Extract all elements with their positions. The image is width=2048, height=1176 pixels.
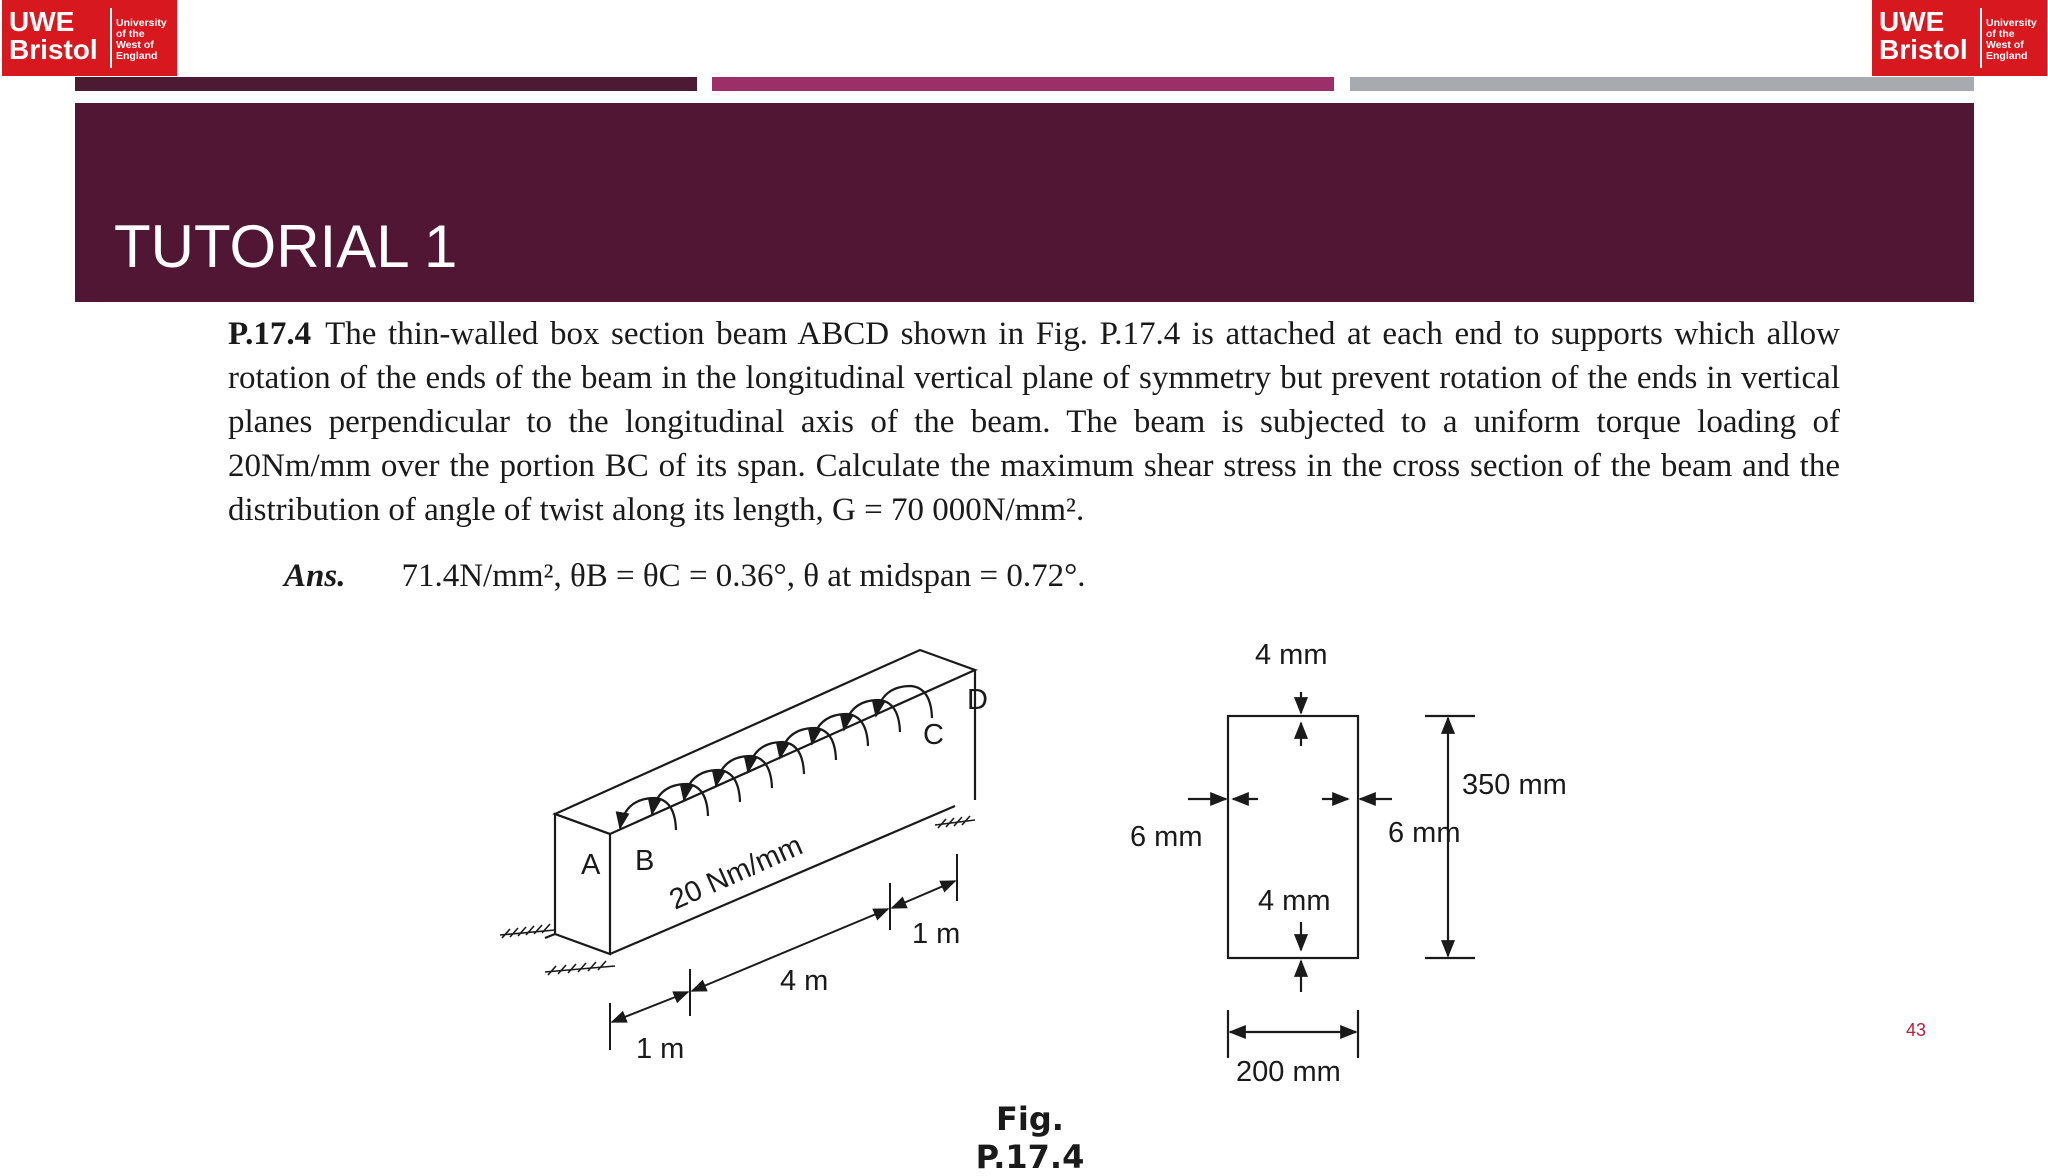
dim-line-ab bbox=[612, 992, 688, 1022]
logo-small-text bbox=[1986, 18, 2037, 62]
logo-line-uwe: UWE bbox=[1879, 6, 1945, 37]
problem-text: The thin-walled box section beam ABCD shown in Fig. P.17.4 is attached at each end to supports which allow rotation of the ends of the beam in the longitudinal vertical plane of symmetry but prevent rotation of the ends in vertical planes perpendicular to the longitudinal axis of the beam. The beam is subjected to a uniform torque loading of 20Nm/mm over the portion BC of its span. Calculate the maximum shear stress in the cross section of the beam and the distribution of angle of twist along its length, G = 70 000N/mm². bbox=[228, 316, 1840, 528]
problem-statement bbox=[228, 312, 1840, 532]
logo-line-bristol: Bristol bbox=[9, 34, 98, 65]
accent-bar-dark bbox=[75, 77, 697, 91]
beam-label-a: A bbox=[581, 849, 601, 881]
logo-small-line: of the bbox=[116, 28, 145, 40]
beam-bottom-edge bbox=[610, 806, 955, 954]
section-right-thickness: 6 mm bbox=[1388, 817, 1461, 849]
logo-small-line: University bbox=[1986, 17, 2037, 29]
accent-bar-grey bbox=[1350, 77, 1974, 91]
section-width-label: 200 mm bbox=[1236, 1056, 1341, 1088]
section-height-label: 350 mm bbox=[1462, 769, 1567, 801]
beam-label-d: D bbox=[967, 684, 988, 716]
logo-line-bristol: Bristol bbox=[1879, 34, 1968, 65]
beam-label-b: B bbox=[635, 845, 655, 877]
logo-small-line: England bbox=[116, 50, 158, 62]
uwe-logo-right bbox=[1872, 0, 2047, 76]
dim-label-ab: 1 m bbox=[636, 1033, 685, 1065]
logo-small-line: West of bbox=[1986, 39, 2024, 51]
beam-label-c: C bbox=[923, 719, 944, 751]
logo-small-text bbox=[116, 18, 167, 62]
answer-label: Ans. bbox=[284, 558, 346, 594]
dim-label-bc: 4 m bbox=[780, 965, 829, 997]
beam-end-face bbox=[555, 814, 610, 954]
logo-divider bbox=[110, 8, 112, 68]
logo-wordmark bbox=[9, 8, 98, 64]
box-cross-section bbox=[1188, 692, 1475, 1058]
page-number: 43 bbox=[1906, 1020, 1927, 1040]
beam-dimensions bbox=[610, 854, 957, 1050]
logo-wordmark bbox=[1879, 8, 1968, 64]
answer-text: 71.4N/mm², θB = θC = 0.36°, θ at midspan = 0.72°. bbox=[401, 558, 1086, 594]
beam-top-face bbox=[555, 650, 975, 834]
problem-number: P.17.4 bbox=[228, 316, 312, 352]
logo-small-line: West of bbox=[116, 39, 154, 51]
logo-line-uwe: UWE bbox=[9, 6, 75, 37]
accent-bar-magenta bbox=[712, 77, 1334, 91]
logo-small-line: of the bbox=[1986, 28, 2015, 40]
logo-small-line: University bbox=[116, 17, 167, 29]
uwe-logo-left bbox=[2, 0, 177, 76]
box-beam-drawing bbox=[545, 650, 975, 954]
dim-label-cd: 1 m bbox=[912, 918, 961, 950]
section-bottom-thickness: 4 mm bbox=[1258, 885, 1331, 917]
logo-small-line: England bbox=[1986, 50, 2028, 62]
support-right-icon bbox=[935, 816, 975, 828]
answer-line bbox=[284, 554, 1086, 598]
figure-caption: Fig. P.17.4 bbox=[975, 1100, 1085, 1176]
slide-title: TUTORIAL 1 bbox=[114, 213, 458, 280]
support-line-a bbox=[545, 934, 555, 938]
dim-line-cd bbox=[892, 881, 955, 908]
section-top-thickness: 4 mm bbox=[1255, 639, 1328, 671]
section-left-thickness: 6 mm bbox=[1130, 821, 1203, 853]
logo-divider bbox=[1980, 8, 1982, 68]
section-outline bbox=[1228, 716, 1358, 958]
torque-load-label: 20 Nm/mm bbox=[664, 829, 808, 917]
figure-p17-4 bbox=[480, 620, 1600, 1140]
